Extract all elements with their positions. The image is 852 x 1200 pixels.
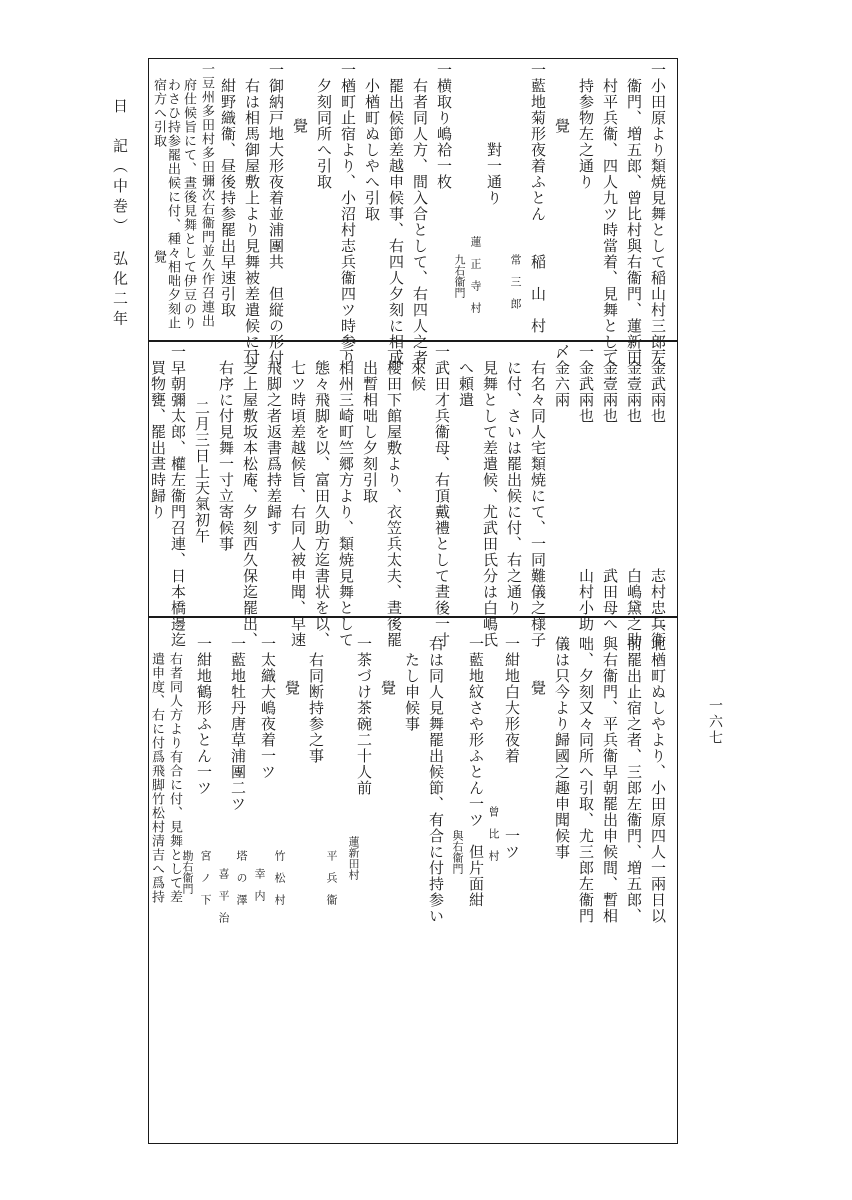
lower-col-4: 咄、夕刻又々同所へ引取、尤三郎左衞門 xyxy=(577,636,595,924)
middle-col-17: 飛脚之者返書爲持差歸す xyxy=(265,360,283,536)
middle-col-4: 一金武兩也 山村小助 xyxy=(577,344,595,632)
upper-col-11: 小楢町ぬしやへ引取 xyxy=(363,78,381,222)
upper-col-6-sub: 常 三 郎 xyxy=(509,254,522,309)
upper-col-16: 右は相馬御屋敷上より見舞被差遣候に付 xyxy=(243,78,261,366)
lower-col-15-sub1: 竹 松 村 xyxy=(273,850,286,905)
upper-col-12: 一楢町止宿より、小沼村志兵衞四ツ時参り xyxy=(339,62,357,366)
upper-col-20: わさひ持参罷出候に付、種々相咄夕刻止 xyxy=(165,78,180,330)
middle-col-6: 右名々同人宅類焼にて、一同難儀之様子 xyxy=(529,360,547,648)
lower-col-18: 右者同人方より有合に付、見舞として差 xyxy=(167,652,182,904)
upper-col-19: 府仕候旨にて、晝後見舞として伊豆のり xyxy=(181,78,196,330)
middle-col-20: 二月三日上天氣初午 xyxy=(193,400,211,544)
running-header: 日 記（中巻） 弘化二年 xyxy=(111,98,129,331)
upper-col-13: 夕刻同所へ引取 xyxy=(315,78,333,190)
lower-col-8-sub: 與右衞門 xyxy=(451,830,464,874)
upper-col-9: 右者同人方、間入合として、右四人之者 xyxy=(411,78,429,366)
middle-col-16: 七ツ時頃差越候旨、右同人被申聞、早速 xyxy=(289,360,307,648)
middle-col-3: 一金壹兩也 武田母へ xyxy=(601,344,619,632)
lower-col-12: 一茶づけ茶碗二十人前 xyxy=(355,636,373,796)
lower-col-15: 一太織大嶋夜着一ツ xyxy=(259,636,277,780)
middle-col-2: 一金壹兩也 白嶋黛之助 xyxy=(625,344,643,648)
middle-col-11: 來候 xyxy=(409,360,427,392)
lower-col-15-sub2: 幸 内 xyxy=(253,868,266,901)
middle-col-14: 一相州三崎町竺郷方より、類焼見舞として xyxy=(337,344,355,648)
middle-col-8: 見舞として差遣候、尤武田氏分は白嶋氏 xyxy=(481,360,499,648)
lower-col-11-heading: 覺 xyxy=(379,680,397,696)
middle-col-21: 一早朝彌太郎、權左衞門召連、日本橋邊迄 xyxy=(169,344,187,648)
middle-col-22: 買物甕、罷出晝時歸り xyxy=(149,360,167,520)
lower-col-5: 儀は只今より歸國之趣申聞候事 xyxy=(553,636,571,860)
upper-col-7-sub1: 蓮 正 寺 村 xyxy=(469,236,482,313)
upper-col-10: 罷出候節差越申候事、右四人夕刻に相成 xyxy=(387,78,405,366)
middle-col-7: に付、さいは罷出候に付、右之通り xyxy=(505,360,523,616)
middle-col-9: へ頼遣 xyxy=(457,360,475,408)
upper-col-1: 一小田原より類焼見舞として稲山村三郎左 xyxy=(649,62,667,366)
lower-col-12-sub1: 蓮新田村 xyxy=(347,836,360,880)
lower-col-1: 一北楢町ぬしやより、小田原四人一兩日以 xyxy=(649,620,667,924)
lower-col-17-sub2: 勘右衞門 xyxy=(181,850,194,894)
upper-col-7: 對一通り xyxy=(485,142,503,206)
upper-col-15: 一御納戸地大形夜着並浦團共 但縦の形付 xyxy=(267,62,285,366)
lower-col-8: 一藍地紋さや形ふとん一ツ 但片面紺 xyxy=(467,636,485,908)
lower-col-13: 右同断持参之事 xyxy=(307,652,325,764)
middle-col-1: 一金武兩也 志村忠兵衞 xyxy=(649,344,667,648)
lower-col-19: 遣申度、右に付爲飛脚竹松村清吉へ爲持 xyxy=(149,652,164,904)
lower-col-9: 右は同人見舞罷出候節、有合に付持参い xyxy=(427,636,445,924)
upper-col-6: 一藍地菊形夜着ふとん 稲 山 村 xyxy=(529,62,547,334)
upper-col-22-heading: 覺 xyxy=(151,250,166,264)
middle-col-10: 一武田才兵衞母、右頂戴禮として晝後一寸 xyxy=(433,344,451,648)
lower-col-17: 一紺地鶴形ふとん一ツ xyxy=(195,636,213,796)
middle-col-15: 態々飛脚を以、富田久助方迄書状を以、 xyxy=(313,360,331,648)
lower-col-7: 一紺地白大形夜着 一ツ xyxy=(503,636,521,860)
upper-col-7-sub2: 九右衞門 xyxy=(453,254,466,298)
upper-col-3: 村平兵衞、四人九ツ時當着、見舞として xyxy=(601,78,619,366)
upper-col-21: 宿方へ引取 xyxy=(151,78,166,148)
middle-col-18: 一芝上屋敷坂本松庵、夕刻西久保迄罷出、 xyxy=(241,344,259,648)
upper-col-8: 一横取り嶋袷一枚 xyxy=(435,62,453,190)
lower-col-7-sub: 曾 比 村 xyxy=(487,806,500,861)
lower-col-17-sub1: 宮 ノ 下 xyxy=(199,850,212,905)
lower-col-16-sub1: 塔 の 澤 xyxy=(235,850,248,905)
upper-col-17: 紺野織衞、昼後持参罷出早速引取 xyxy=(219,78,237,318)
lower-col-10: たし申候事 xyxy=(403,652,421,732)
upper-col-4: 持参物左之通り xyxy=(577,78,595,190)
upper-col-14-heading: 覺 xyxy=(291,118,309,134)
lower-col-16-sub2: 喜 平 治 xyxy=(217,868,230,923)
lower-col-16: 一藍地牡丹唐草浦團二ツ xyxy=(229,636,247,812)
page-number: 一六七 xyxy=(707,698,723,746)
lower-col-3: 與右衞門、平兵衞早朝罷出申候間、暫相 xyxy=(601,636,619,924)
middle-col-12: 一櫻田下館屋敷より、衣笠兵太夫、晝後罷 xyxy=(385,344,403,648)
lower-col-14-heading: 覺 xyxy=(283,680,301,696)
lower-col-2: 前罷出止宿之者、三郎左衞門、増五郎、 xyxy=(625,636,643,924)
middle-col-13: 出暫相咄し夕刻引取 xyxy=(361,360,379,504)
upper-col-18: 一豆州多田村多田彌次右衞門並久作召連出 xyxy=(199,62,214,328)
middle-col-19: 右序に付見舞一寸立寄候事 xyxy=(217,360,235,552)
section-divider-lower xyxy=(148,616,678,618)
lower-col-12-sub2: 平 兵 衞 xyxy=(325,850,338,905)
upper-col-2: 衞門、増五郎、曾比村與右衞門、蓮新田 xyxy=(625,78,643,366)
upper-col-5-heading: 覺 xyxy=(553,118,571,134)
middle-col-5: 〆金六兩 xyxy=(553,344,571,408)
lower-col-6-heading: 覺 xyxy=(529,680,547,696)
